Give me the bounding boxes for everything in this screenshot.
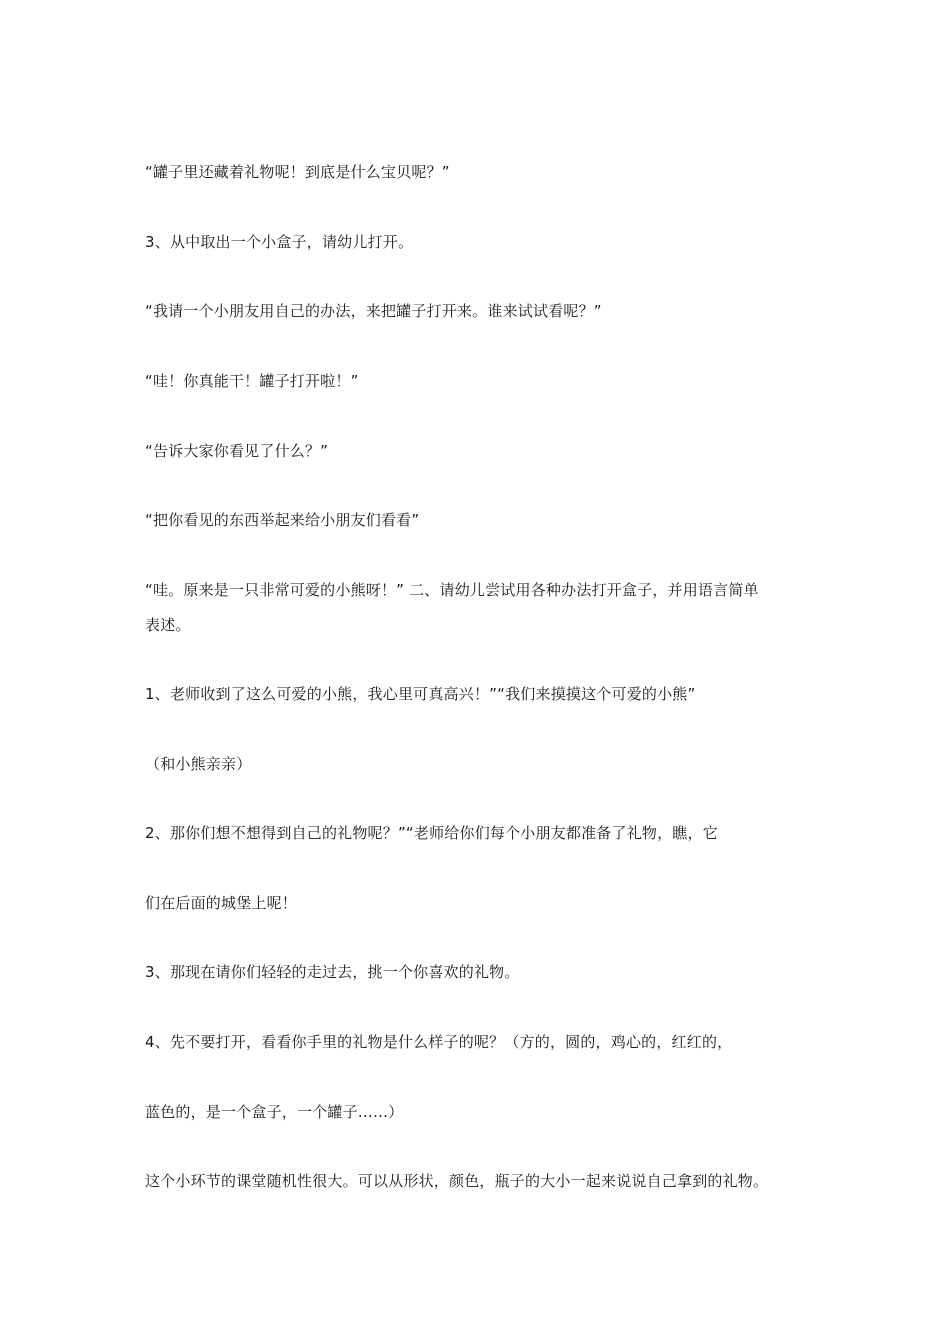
text-line: “罐子里还藏着礼物呢！到底是什么宝贝呢？”	[145, 163, 450, 181]
text-line: 3、从中取出一个小盒子，请幼儿打开。	[145, 233, 414, 251]
text-line: （和小熊亲亲）	[145, 755, 252, 773]
text-line: 2、那你们想不想得到自己的礼物呢？”“老师给你们每个小朋友都准备了礼物，瞧，它	[145, 824, 718, 842]
text-line: 蓝色的，是一个盒子，一个罐子……）	[145, 1103, 404, 1121]
text-line: 4、先不要打开，看看你手里的礼物是什么样子的呢？（方的，圆的，鸡心的，红红的，	[145, 1033, 733, 1051]
text-line: “告诉大家你看见了什么？”	[145, 442, 329, 460]
text-line: 这个小环节的课堂随机性很大。可以从形状，颜色，瓶子的大小一起来说说自己拿到的礼物。	[145, 1172, 769, 1190]
text-line: “哇！你真能干！罐子打开啦！”	[145, 372, 359, 390]
text-line: 表述。	[145, 616, 191, 634]
text-line: “我请一个小朋友用自己的办法，来把罐子打开来。谁来试试看呢？”	[145, 302, 602, 320]
text-line: “哇。原来是一只非常可爱的小熊呀！” 二、请幼儿尝试用各种办法打开盒子，并用语言简单	[145, 581, 759, 599]
text-line: 们在后面的城堡上呢！	[145, 894, 298, 912]
text-line: “把你看见的东西举起来给小朋友们看看”	[145, 511, 420, 529]
text-line: 1、老师收到了这么可爱的小熊，我心里可真高兴！”“我们来摸摸这个可爱的小熊”	[145, 685, 696, 703]
text-line: 3、那现在请你们轻轻的走过去，挑一个你喜欢的礼物。	[145, 963, 520, 981]
